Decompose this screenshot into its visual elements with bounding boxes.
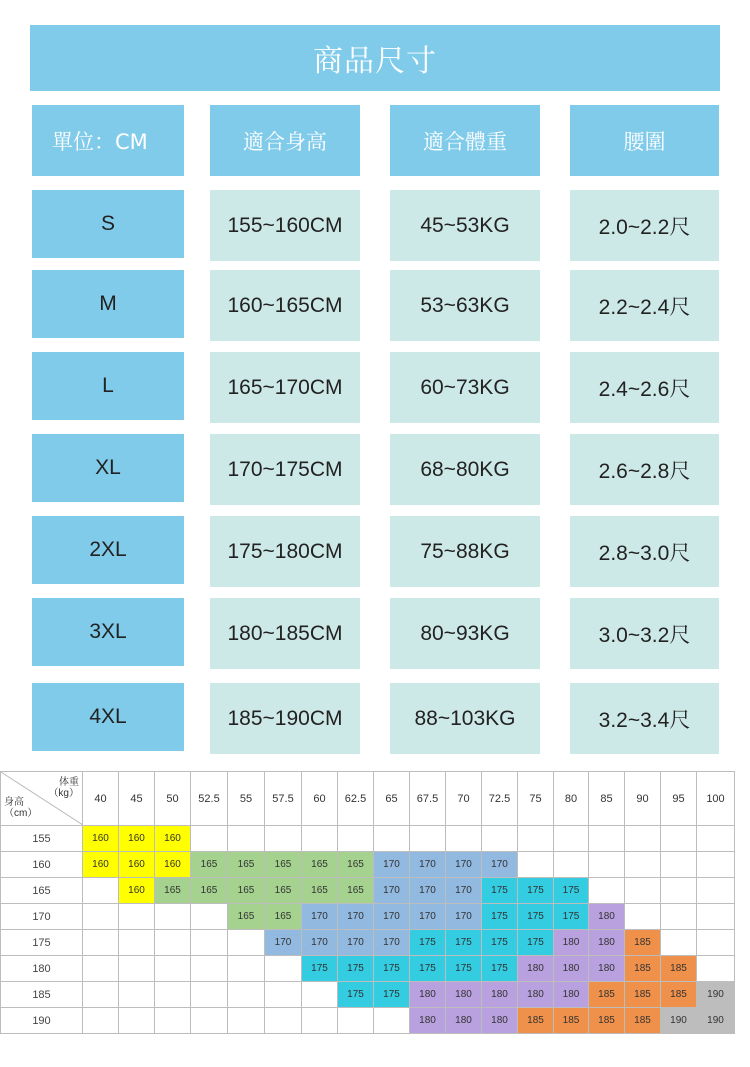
grid-cell: 185	[589, 982, 625, 1008]
grid-cell	[119, 1008, 155, 1034]
grid-cell	[338, 826, 374, 852]
grid-cell	[83, 878, 119, 904]
grid-cell: 180	[446, 1008, 482, 1034]
grid-cell: 160	[155, 826, 191, 852]
grid-cell: 170	[410, 904, 446, 930]
grid-cell	[661, 930, 697, 956]
grid-cell	[589, 826, 625, 852]
header-unit: 單位：CM	[32, 105, 184, 176]
grid-cell: 185	[661, 982, 697, 1008]
header-waist: 腰圍	[570, 105, 719, 176]
grid-cell	[228, 982, 265, 1008]
grid-cell: 190	[697, 982, 735, 1008]
grid-row	[1, 878, 735, 904]
grid-cell: 165	[228, 904, 265, 930]
grid-cell	[374, 1008, 410, 1034]
weight-header: 62.5	[338, 772, 374, 826]
height-label: 165	[1, 878, 83, 904]
corner-height-label: 身高	[4, 797, 24, 808]
grid-cell: 170	[446, 852, 482, 878]
weight-range: 60~73KG	[390, 352, 540, 423]
grid-cell: 180	[518, 956, 554, 982]
grid-cell: 165	[155, 878, 191, 904]
grid-cell: 180	[482, 1008, 518, 1034]
grid-cell	[228, 930, 265, 956]
grid-cell: 180	[446, 982, 482, 1008]
grid-cell: 175	[374, 982, 410, 1008]
grid-cell: 170	[338, 930, 374, 956]
grid-cell: 165	[302, 852, 338, 878]
weight-header: 90	[625, 772, 661, 826]
grid-cell	[119, 930, 155, 956]
grid-cell	[228, 826, 265, 852]
grid-cell	[410, 826, 446, 852]
grid-cell: 180	[410, 1008, 446, 1034]
size-label: 3XL	[32, 598, 184, 666]
grid-cell	[302, 1008, 338, 1034]
size-label: 4XL	[32, 683, 184, 751]
grid-cell	[302, 826, 338, 852]
grid-cell: 170	[446, 878, 482, 904]
weight-range: 68~80KG	[390, 434, 540, 505]
corner-weight-unit: （kg）	[48, 788, 79, 799]
weight-range: 80~93KG	[390, 598, 540, 669]
waist-range: 3.0~3.2尺	[570, 598, 719, 669]
grid-cell: 170	[265, 930, 302, 956]
grid-cell: 175	[554, 878, 589, 904]
grid-cell: 185	[625, 1008, 661, 1034]
grid-cell	[697, 956, 735, 982]
grid-row	[1, 956, 735, 982]
grid-cell: 165	[338, 852, 374, 878]
grid-cell	[697, 878, 735, 904]
waist-range: 2.0~2.2尺	[570, 190, 719, 261]
weight-header: 60	[302, 772, 338, 826]
grid-cell	[228, 956, 265, 982]
grid-cell: 160	[119, 852, 155, 878]
height-label: 190	[1, 1008, 83, 1034]
grid-cell: 170	[410, 852, 446, 878]
grid-cell: 170	[302, 930, 338, 956]
grid-cell	[119, 956, 155, 982]
weight-header: 85	[589, 772, 625, 826]
grid-cell	[265, 982, 302, 1008]
grid-cell: 175	[410, 930, 446, 956]
grid-cell	[446, 826, 482, 852]
weight-header: 95	[661, 772, 697, 826]
grid-cell: 160	[155, 852, 191, 878]
weight-header: 57.5	[265, 772, 302, 826]
grid-cell: 165	[265, 878, 302, 904]
grid-row	[1, 930, 735, 956]
weight-header: 67.5	[410, 772, 446, 826]
grid-cell	[265, 826, 302, 852]
waist-range: 2.2~2.4尺	[570, 270, 719, 341]
weight-range: 53~63KG	[390, 270, 540, 341]
grid-cell	[191, 982, 228, 1008]
grid-cell	[697, 826, 735, 852]
waist-range: 2.6~2.8尺	[570, 434, 719, 505]
grid-cell: 175	[518, 904, 554, 930]
grid-cell: 175	[482, 956, 518, 982]
grid-cell: 165	[265, 852, 302, 878]
grid-cell	[265, 1008, 302, 1034]
weight-header: 52.5	[191, 772, 228, 826]
grid-row	[1, 826, 735, 852]
grid-cell: 170	[374, 904, 410, 930]
corner-weight-label: 体重	[59, 777, 79, 788]
grid-cell: 180	[554, 982, 589, 1008]
grid-cell	[83, 930, 119, 956]
grid-cell	[191, 904, 228, 930]
grid-cell: 170	[302, 904, 338, 930]
grid-cell: 170	[410, 878, 446, 904]
height-weight-grid	[0, 771, 735, 1034]
grid-cell	[83, 956, 119, 982]
height-range: 160~165CM	[210, 270, 360, 341]
size-label: XL	[32, 434, 184, 502]
grid-cell	[589, 852, 625, 878]
weight-header: 75	[518, 772, 554, 826]
size-label: L	[32, 352, 184, 420]
grid-cell: 175	[518, 930, 554, 956]
grid-cell	[155, 956, 191, 982]
corner-height-unit: （cm）	[4, 808, 38, 819]
weight-header: 72.5	[482, 772, 518, 826]
grid-cell	[625, 852, 661, 878]
grid-row	[1, 852, 735, 878]
weight-header: 65	[374, 772, 410, 826]
grid-cell: 160	[83, 826, 119, 852]
grid-cell: 185	[625, 956, 661, 982]
grid-cell	[661, 852, 697, 878]
height-label: 180	[1, 956, 83, 982]
grid-cell	[338, 1008, 374, 1034]
waist-range: 2.4~2.6尺	[570, 352, 719, 423]
grid-cell: 180	[518, 982, 554, 1008]
grid-cell: 180	[589, 956, 625, 982]
grid-cell: 175	[482, 930, 518, 956]
header-height: 適合身高	[210, 105, 360, 176]
grid-cell: 165	[191, 852, 228, 878]
grid-cell: 175	[374, 956, 410, 982]
grid-cell	[661, 826, 697, 852]
grid-row	[1, 1008, 735, 1034]
grid-cell: 175	[410, 956, 446, 982]
grid-cell	[625, 878, 661, 904]
height-range: 180~185CM	[210, 598, 360, 669]
weight-range: 75~88KG	[390, 516, 540, 587]
grid-cell: 180	[589, 930, 625, 956]
grid-cell	[518, 852, 554, 878]
grid-cell	[302, 982, 338, 1008]
grid-cell: 180	[482, 982, 518, 1008]
grid-cell: 165	[302, 878, 338, 904]
grid-cell: 165	[191, 878, 228, 904]
grid-cell	[482, 826, 518, 852]
grid-cell: 170	[374, 930, 410, 956]
height-label: 155	[1, 826, 83, 852]
grid-cell: 175	[446, 956, 482, 982]
header-weight: 適合體重	[390, 105, 540, 176]
grid-cell	[661, 904, 697, 930]
grid-cell	[191, 956, 228, 982]
grid-cell: 190	[697, 1008, 735, 1034]
weight-header: 55	[228, 772, 265, 826]
grid-cell	[155, 904, 191, 930]
grid-cell	[625, 904, 661, 930]
grid-cell	[191, 1008, 228, 1034]
grid-cell: 170	[374, 852, 410, 878]
height-range: 155~160CM	[210, 190, 360, 261]
grid-cell: 160	[119, 878, 155, 904]
grid-cell: 170	[338, 904, 374, 930]
grid-cell: 175	[446, 930, 482, 956]
height-range: 170~175CM	[210, 434, 360, 505]
grid-cell	[155, 930, 191, 956]
grid-cell: 185	[554, 1008, 589, 1034]
grid-row	[1, 982, 735, 1008]
grid-cell	[191, 826, 228, 852]
grid-cell: 175	[518, 878, 554, 904]
weight-range: 45~53KG	[390, 190, 540, 261]
size-label: M	[32, 270, 184, 338]
grid-cell: 180	[554, 930, 589, 956]
grid-cell: 185	[589, 1008, 625, 1034]
grid-cell	[374, 826, 410, 852]
grid-corner-header	[1, 772, 83, 826]
grid-cell	[554, 852, 589, 878]
grid-cell: 165	[228, 878, 265, 904]
grid-cell: 185	[518, 1008, 554, 1034]
page-title: 商品尺寸	[30, 25, 720, 91]
grid-cell	[228, 1008, 265, 1034]
grid-cell: 180	[589, 904, 625, 930]
size-label: 2XL	[32, 516, 184, 584]
grid-cell: 165	[338, 878, 374, 904]
grid-cell: 170	[482, 852, 518, 878]
height-label: 175	[1, 930, 83, 956]
weight-header: 100	[697, 772, 735, 826]
grid-cell	[697, 930, 735, 956]
grid-cell	[697, 904, 735, 930]
grid-cell: 175	[338, 982, 374, 1008]
grid-cell: 175	[482, 904, 518, 930]
height-label: 160	[1, 852, 83, 878]
grid-cell	[265, 956, 302, 982]
height-range: 175~180CM	[210, 516, 360, 587]
grid-cell: 160	[119, 826, 155, 852]
grid-cell: 160	[83, 852, 119, 878]
grid-cell	[697, 852, 735, 878]
weight-header: 45	[119, 772, 155, 826]
grid-cell	[83, 982, 119, 1008]
grid-cell: 185	[661, 956, 697, 982]
weight-header: 70	[446, 772, 482, 826]
grid-cell: 175	[554, 904, 589, 930]
grid-cell	[155, 1008, 191, 1034]
grid-cell: 180	[554, 956, 589, 982]
height-label: 170	[1, 904, 83, 930]
waist-range: 3.2~3.4尺	[570, 683, 719, 754]
grid-cell: 170	[374, 878, 410, 904]
weight-range: 88~103KG	[390, 683, 540, 754]
grid-cell	[119, 904, 155, 930]
grid-cell: 185	[625, 982, 661, 1008]
height-range: 185~190CM	[210, 683, 360, 754]
grid-cell: 175	[338, 956, 374, 982]
grid-cell: 170	[446, 904, 482, 930]
grid-cell	[83, 904, 119, 930]
grid-cell	[83, 1008, 119, 1034]
size-label: S	[32, 190, 184, 258]
grid-row	[1, 904, 735, 930]
grid-cell: 175	[302, 956, 338, 982]
waist-range: 2.8~3.0尺	[570, 516, 719, 587]
height-range: 165~170CM	[210, 352, 360, 423]
weight-header: 50	[155, 772, 191, 826]
grid-cell: 180	[410, 982, 446, 1008]
weight-header: 80	[554, 772, 589, 826]
grid-cell	[191, 930, 228, 956]
grid-cell	[554, 826, 589, 852]
grid-cell: 175	[482, 878, 518, 904]
grid-cell: 165	[228, 852, 265, 878]
grid-cell	[661, 878, 697, 904]
grid-cell	[625, 826, 661, 852]
grid-cell	[155, 982, 191, 1008]
grid-cell: 190	[661, 1008, 697, 1034]
weight-header: 40	[83, 772, 119, 826]
grid-cell	[518, 826, 554, 852]
grid-cell: 165	[265, 904, 302, 930]
grid-cell	[589, 878, 625, 904]
height-label: 185	[1, 982, 83, 1008]
grid-cell: 185	[625, 930, 661, 956]
grid-cell	[119, 982, 155, 1008]
